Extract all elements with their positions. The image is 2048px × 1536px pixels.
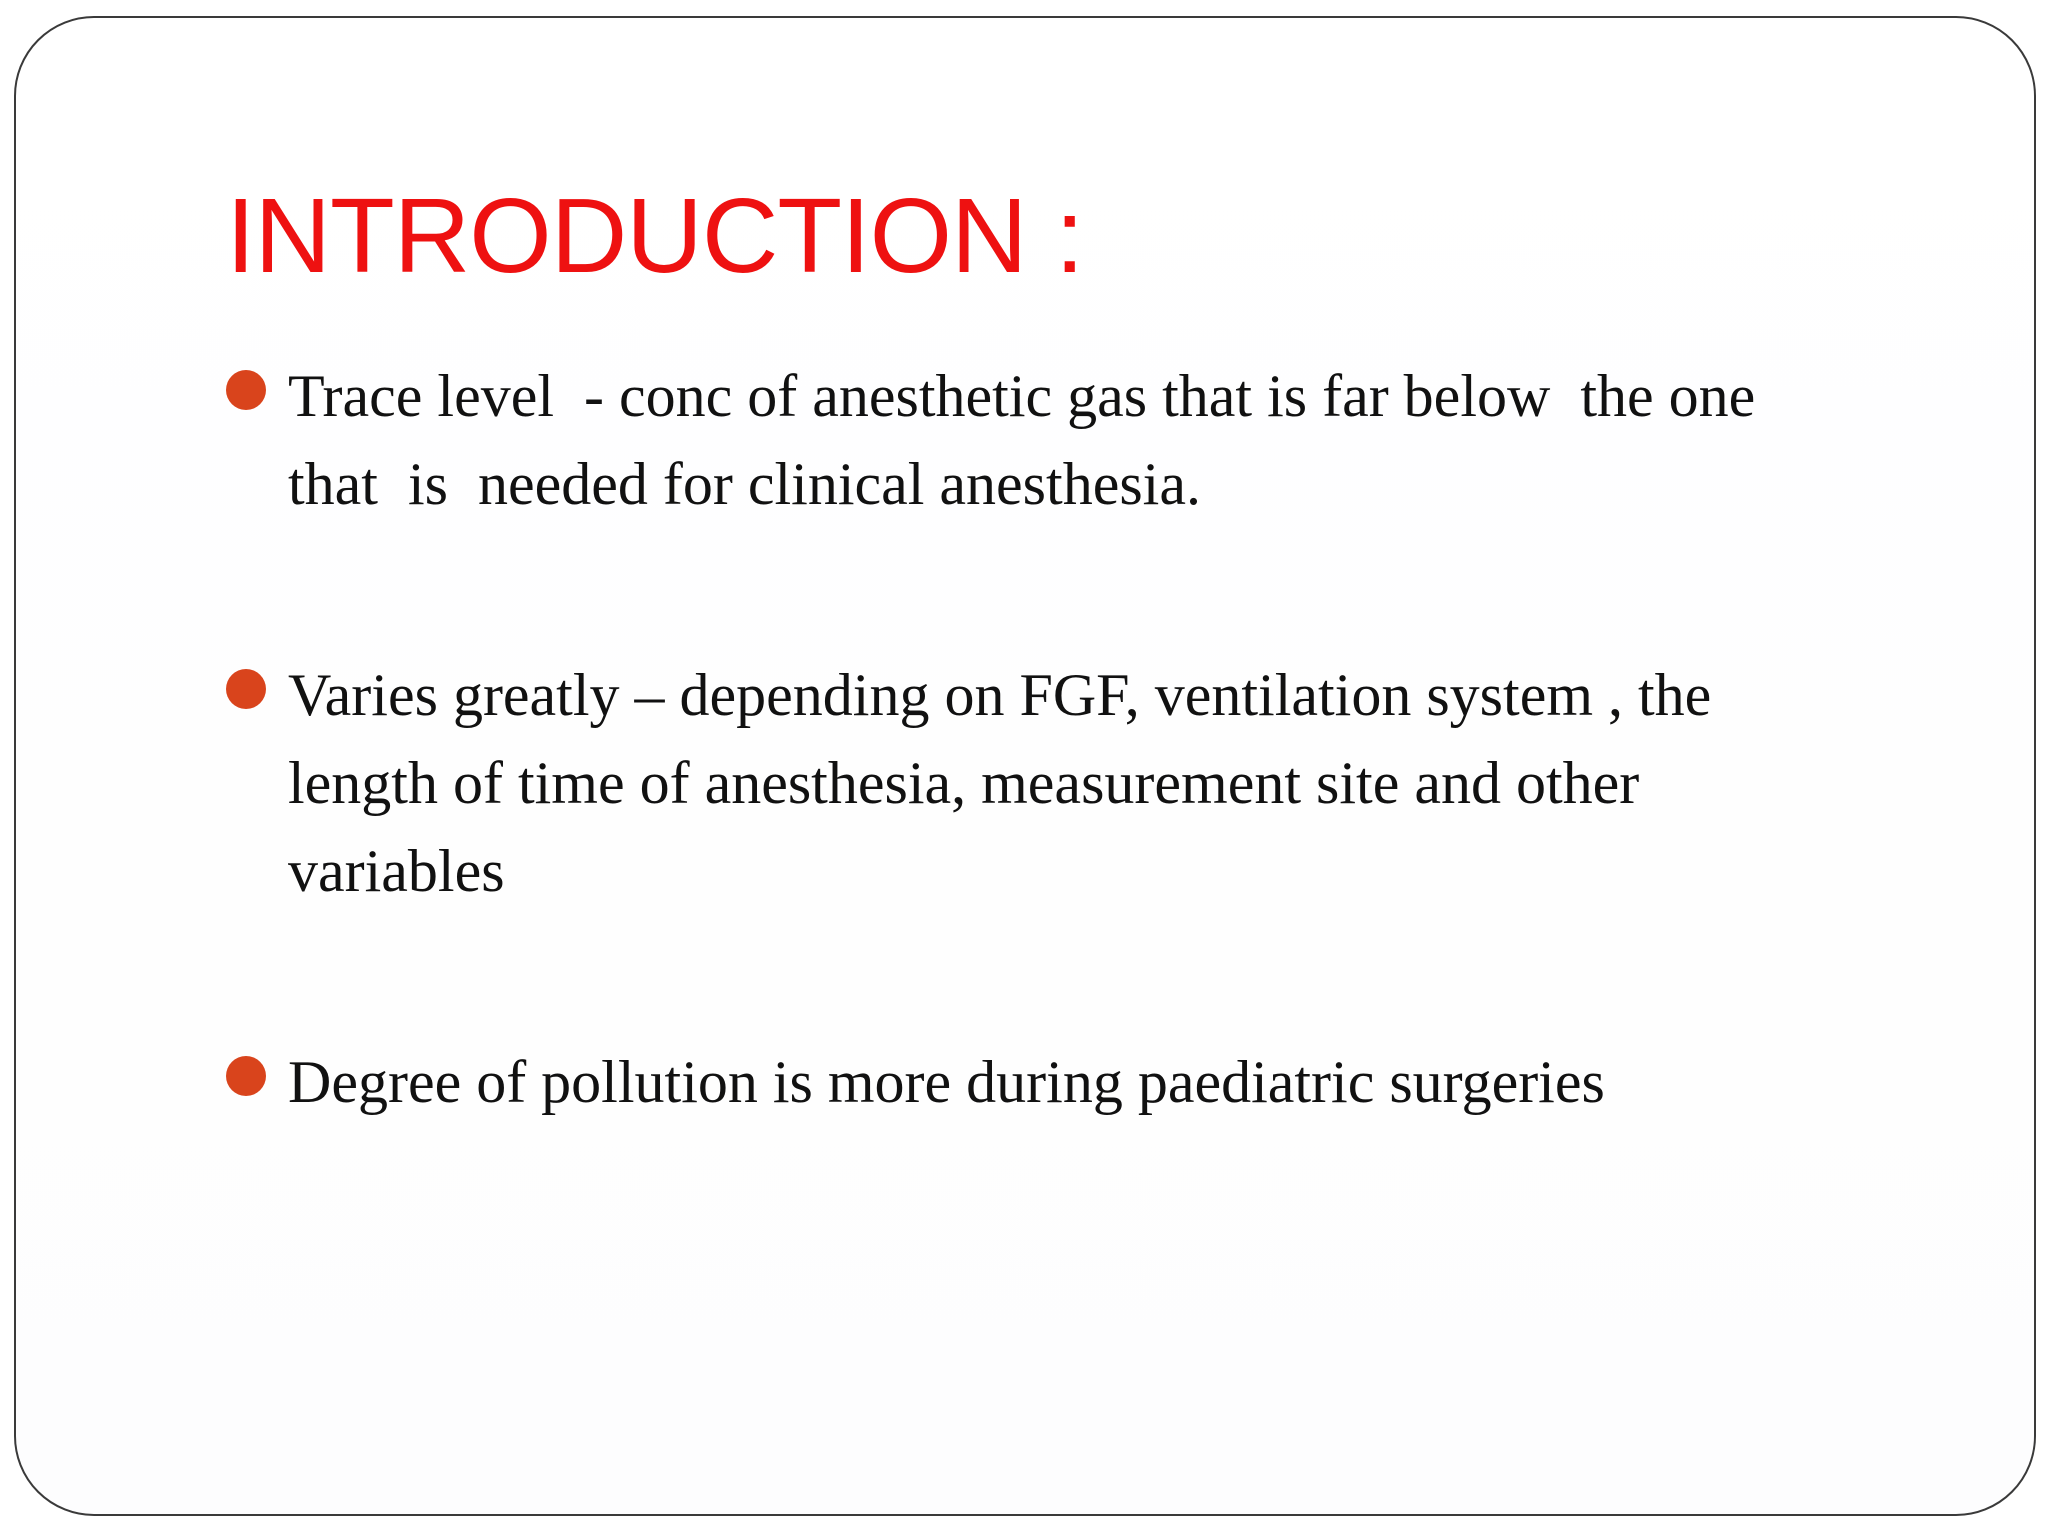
bullet-item-degree-of-pollution xyxy=(226,1038,1926,1126)
bullet-text-line: Degree of pollution is more during paediatric surgeries xyxy=(288,1049,1605,1115)
bullet-dot-icon xyxy=(226,1056,266,1096)
bullet-item-trace-level xyxy=(226,352,1926,528)
bullet-text-line: that is needed for clinical anesthesia. xyxy=(288,451,1201,517)
bullet-item-varies-greatly xyxy=(226,651,1926,915)
bullet-text-line: Trace level - conc of anesthetic gas that is far below the one xyxy=(288,363,1756,429)
bullet-list xyxy=(226,352,1926,1126)
bullet-dot-icon xyxy=(226,669,266,709)
slide-title: INTRODUCTION : xyxy=(226,177,1084,295)
bullet-text-line: length of time of anesthesia, measurement site and other xyxy=(288,750,1640,816)
bullet-text-line: Varies greatly – depending on FGF, ventilation system , the xyxy=(288,662,1712,728)
bullet-dot-icon xyxy=(226,370,266,410)
bullet-text-line: variables xyxy=(288,838,505,904)
